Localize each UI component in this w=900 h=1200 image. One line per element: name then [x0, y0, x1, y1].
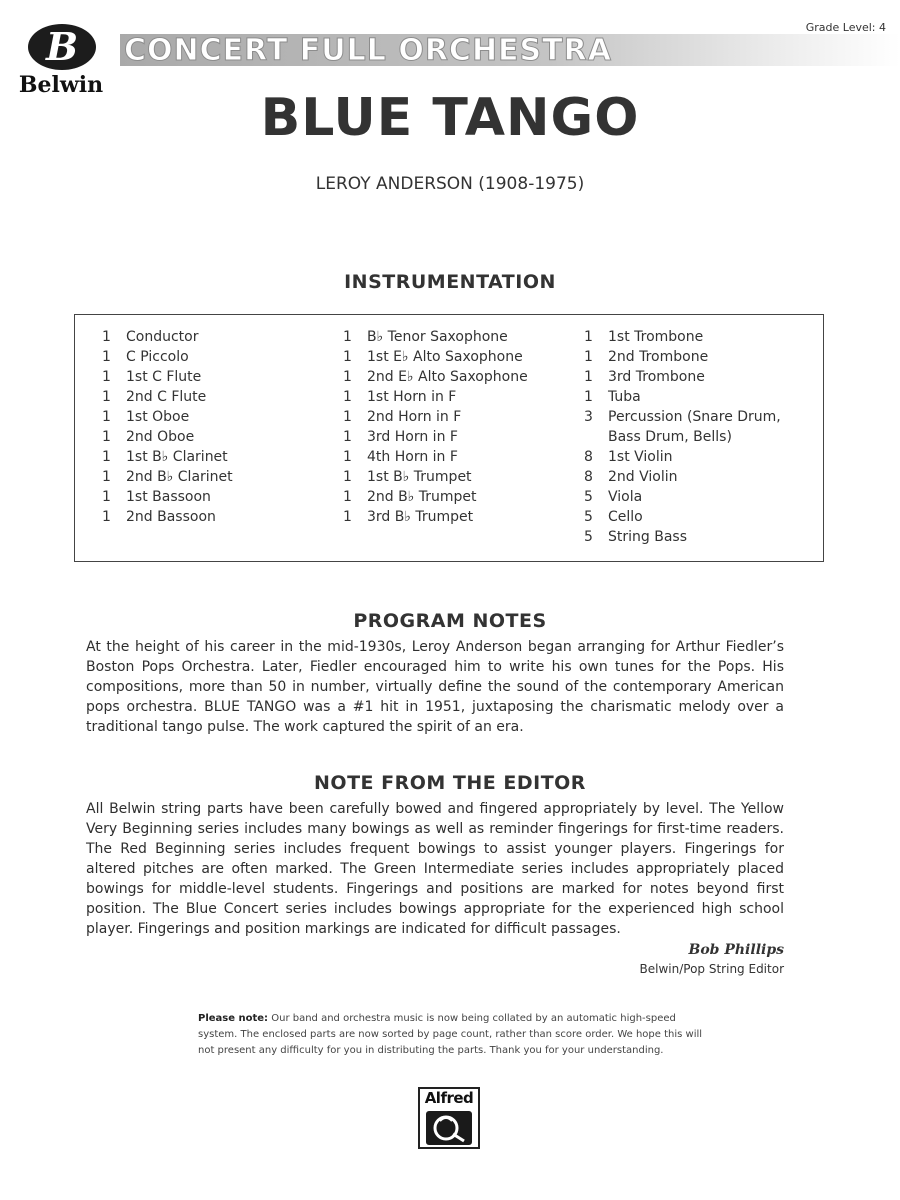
instrument-row	[584, 487, 781, 507]
instrument-name: 2nd Oboe	[126, 429, 195, 445]
instrument-qty: 1	[584, 389, 593, 405]
instrument-qty: 1	[343, 449, 352, 465]
program-notes-text: At the height of his career in the mid-1930s, Leroy Anderson began arranging for Arthur Fiedler’s Boston Pops Orchestra. Later, Fiedler encouraged him to write his own tunes for the Pops. His compositions, more than 50 in number, virtually define the sound of the contemporary American pops orchestra. BLUE TANGO was a #1 hit in 1951, juxtaposing the charismatic melody over a traditional tango pulse. The work captured the spirit of an era.	[86, 639, 784, 735]
instrument-row	[102, 427, 233, 447]
instrument-name: 2nd C Flute	[126, 389, 207, 405]
instrument-qty: 1	[343, 489, 352, 505]
instrument-name: 1st Oboe	[126, 409, 190, 425]
instrument-name: 2nd B♭ Trumpet	[367, 489, 477, 505]
instrument-name: Cello	[608, 509, 643, 525]
please-note-label: Please note:	[198, 1013, 269, 1024]
instrument-row	[102, 387, 233, 407]
instrument-name: 2nd Trombone	[608, 349, 709, 365]
instrument-qty: 1	[102, 509, 111, 525]
program-notes-heading: PROGRAM NOTES	[353, 610, 547, 632]
alfred-logo-icon	[418, 1087, 480, 1149]
instrument-row	[343, 387, 528, 407]
instrument-qty: 1	[343, 409, 352, 425]
instrument-qty: 1	[343, 509, 352, 525]
instrument-name: Conductor	[126, 329, 199, 345]
piece-title: BLUE TANGO	[260, 88, 640, 148]
editor-note-heading: NOTE FROM THE EDITOR	[314, 772, 586, 794]
instrument-name: 2nd Bassoon	[126, 509, 216, 525]
instrument-name: 1st Horn in F	[367, 389, 457, 405]
instrument-qty: 1	[102, 369, 111, 385]
instrumentation-column-1	[102, 327, 233, 527]
instrument-row	[343, 367, 528, 387]
grade-level: Grade Level: 4	[805, 21, 886, 34]
instrument-qty: 1	[343, 349, 352, 365]
instrument-row	[102, 507, 233, 527]
instrument-name: 1st Trombone	[608, 329, 704, 345]
instrument-qty: 1	[102, 429, 111, 445]
instrument-row	[343, 327, 528, 347]
instrument-name: 3rd Horn in F	[367, 429, 458, 445]
instrument-qty: 1	[584, 369, 593, 385]
belwin-logo-icon: B	[28, 24, 96, 70]
instrumentation-column-2	[343, 327, 528, 527]
instrument-qty: 1	[584, 349, 593, 365]
please-note	[198, 1011, 706, 1059]
instrument-name: 2nd B♭ Clarinet	[126, 469, 233, 485]
belwin-logo-text: Belwin	[18, 72, 104, 98]
composer: LEROY ANDERSON (1908-1975)	[315, 174, 585, 194]
instrument-name: Bass Drum, Bells)	[608, 429, 732, 445]
instrument-row	[343, 487, 528, 507]
instrument-row	[343, 407, 528, 427]
instrument-qty: 1	[584, 329, 593, 345]
instrumentation-heading: INSTRUMENTATION	[344, 271, 556, 293]
instrument-row	[584, 367, 781, 387]
instrument-qty: 1	[102, 469, 111, 485]
instrument-name: 1st B♭ Clarinet	[126, 449, 228, 465]
editor-title: Belwin/Pop String Editor	[639, 962, 784, 976]
instrument-row	[102, 467, 233, 487]
instrument-name: 1st B♭ Trumpet	[367, 469, 472, 485]
instrument-name: Viola	[608, 489, 643, 505]
instrument-row	[584, 467, 781, 487]
instrument-qty: 5	[584, 489, 593, 505]
instrument-row	[584, 447, 781, 467]
instrument-name: 4th Horn in F	[367, 449, 458, 465]
instrument-name: 1st Violin	[608, 449, 673, 465]
instrument-name: 2nd Violin	[608, 469, 678, 485]
instrument-qty: 1	[343, 369, 352, 385]
instrument-qty: 3	[584, 409, 593, 425]
instrument-row	[584, 407, 781, 427]
please-note-text: Our band and orchestra music is now being collated by an automatic high-speed system. The enclosed parts are now sorted by page count, rather than score order. We hope this will not present any difficulty for you in distributing the parts. Thank you for your understanding.	[198, 1013, 703, 1056]
instrument-row	[343, 507, 528, 527]
instrument-qty: 1	[343, 469, 352, 485]
instrument-row	[343, 447, 528, 467]
instrument-name: C Piccolo	[126, 349, 189, 365]
instrument-name: B♭ Tenor Saxophone	[367, 329, 508, 345]
instrument-row	[584, 327, 781, 347]
instrument-row	[102, 407, 233, 427]
instrument-row	[102, 367, 233, 387]
instrument-qty: 1	[102, 449, 111, 465]
alfred-emblem-graphic	[426, 1111, 472, 1145]
instrument-row	[343, 427, 528, 447]
instrument-name: 1st E♭ Alto Saxophone	[367, 349, 523, 365]
instrument-qty: 5	[584, 529, 593, 545]
alfred-logo-text: Alfred	[424, 1089, 474, 1107]
instrument-row	[102, 347, 233, 367]
instrument-row	[584, 387, 781, 407]
instrument-qty: 5	[584, 509, 593, 525]
alfred-emblem-icon	[426, 1111, 472, 1145]
instrument-qty: 1	[343, 329, 352, 345]
instrument-qty: 1	[102, 389, 111, 405]
instrument-qty: 1	[102, 349, 111, 365]
instrument-name: Percussion (Snare Drum,	[608, 409, 781, 425]
instrument-name: 3rd Trombone	[608, 369, 705, 385]
series-banner-text: CONCERT FULL ORCHESTRA	[124, 33, 612, 68]
instrument-qty: 8	[584, 469, 593, 485]
editor-signature: Bob Phillips	[688, 942, 784, 958]
instrument-row	[343, 467, 528, 487]
instrument-row	[102, 327, 233, 347]
instrument-name: 3rd B♭ Trumpet	[367, 509, 474, 525]
editor-note-text: All Belwin string parts have been carefully bowed and fingered appropriately by level. The Yellow Very Beginning series includes many bowings as well as reminder fingerings for first-time readers. The Red Beginning series includes frequent bowings to assist younger players. Fingerings for altered pitches are often marked. The Green Intermediate series includes appropriately placed bowings for middle-level students. Fingerings and positions are marked for notes beyond first position. The Blue Concert series includes bowings appropriate for the experienced high school player. Fingerings and position markings are indicated for difficult passages.	[86, 801, 784, 937]
instrument-qty	[584, 427, 608, 447]
instrument-name: String Bass	[608, 529, 688, 545]
instrument-row	[102, 447, 233, 467]
instrument-row	[584, 507, 781, 527]
instrument-qty: 1	[102, 409, 111, 425]
instrumentation-column-3	[584, 327, 781, 547]
instrument-qty: 1	[343, 389, 352, 405]
instrument-qty: 8	[584, 449, 593, 465]
instrument-name: 1st Bassoon	[126, 489, 211, 505]
instrument-row	[584, 347, 781, 367]
instrument-qty: 1	[102, 489, 111, 505]
instrument-row	[102, 487, 233, 507]
instrument-name: Tuba	[608, 389, 641, 405]
instrument-name: 2nd Horn in F	[367, 409, 462, 425]
instrument-name: 2nd E♭ Alto Saxophone	[367, 369, 528, 385]
instrument-qty: 1	[102, 329, 111, 345]
instrument-name: 1st C Flute	[126, 369, 202, 385]
instrument-row	[584, 527, 781, 547]
instrument-row	[584, 427, 781, 447]
instrument-row	[343, 347, 528, 367]
instrument-qty: 1	[343, 429, 352, 445]
